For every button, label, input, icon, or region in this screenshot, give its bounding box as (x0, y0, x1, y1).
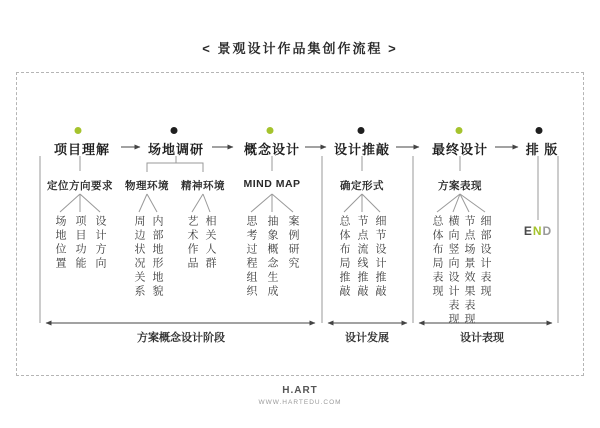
col-project-function: 项目功能 (74, 215, 86, 271)
col-detail-design-refine: 细节设计推敲 (374, 215, 386, 299)
flow-step-final-design: 最终设计 (431, 142, 489, 157)
footer-logo: H.ART (282, 385, 318, 396)
subheader-scheme-presentation: 方案表现 (438, 180, 482, 192)
phase-label-design-presentation: 设计表现 (460, 332, 504, 344)
subheader-physical-environment: 物理环境 (125, 180, 169, 192)
end-marker (524, 224, 552, 238)
col-art-works: 艺术作品 (186, 215, 198, 271)
step-dot-black (358, 127, 365, 134)
phase-label-concept-stage: 方案概念设计阶段 (137, 332, 225, 344)
col-overall-layout-refine: 总体布局推敲 (338, 215, 350, 299)
col-case-study: 案例研究 (287, 215, 299, 271)
step-dot-green (267, 127, 274, 134)
col-surrounding-relations: 周边状况关系 (133, 215, 145, 299)
page-title: < 景观设计作品集创作流程 > (202, 41, 398, 56)
flow-step-design-refinement: 设计推敲 (333, 142, 391, 157)
fan-connectors (60, 194, 485, 212)
col-internal-terrain: 内部地形地貌 (151, 215, 163, 299)
step-dot-black (536, 127, 543, 134)
col-overall-layout-present: 总体布局表现 (431, 215, 443, 299)
footer-url: WWW.HARTEDU.COM (258, 399, 342, 406)
subheader-mind-map: MIND MAP (243, 178, 301, 190)
col-thinking-process: 思考过程组织 (245, 215, 257, 299)
col-horizontal-vertical: 横向竖向设计表现 (447, 215, 459, 327)
flow-step-site-research: 场地调研 (147, 142, 205, 157)
phase-label-design-development: 设计发展 (345, 332, 389, 344)
flow-step-layout: 排 版 (525, 142, 559, 157)
col-site-location: 场地位置 (54, 215, 66, 271)
step-dot-green (75, 127, 82, 134)
col-detail-design-present: 细部设计表现 (479, 215, 491, 299)
step-dot-black (171, 127, 178, 134)
col-node-scene-effect: 节点场景效果表现 (463, 215, 475, 327)
col-node-circulation: 节点流线推敲 (356, 215, 368, 299)
subheader-spiritual-environment: 精神环境 (181, 180, 225, 192)
flow-step-project-understanding: 项目理解 (53, 142, 111, 157)
subheader-determine-form: 确定形式 (340, 180, 384, 192)
end-letter-n: N (532, 224, 543, 238)
subheader-positioning-requirements: 定位方向要求 (47, 180, 113, 192)
end-letter-d: D (542, 224, 553, 238)
end-letter-e: E (523, 224, 533, 238)
col-related-people: 相关人群 (204, 215, 216, 271)
col-abstract-concept: 抽象概念生成 (266, 215, 278, 299)
step-dot-green (456, 127, 463, 134)
flow-step-concept-design: 概念设计 (243, 142, 301, 157)
col-design-direction: 设计方向 (94, 215, 106, 271)
